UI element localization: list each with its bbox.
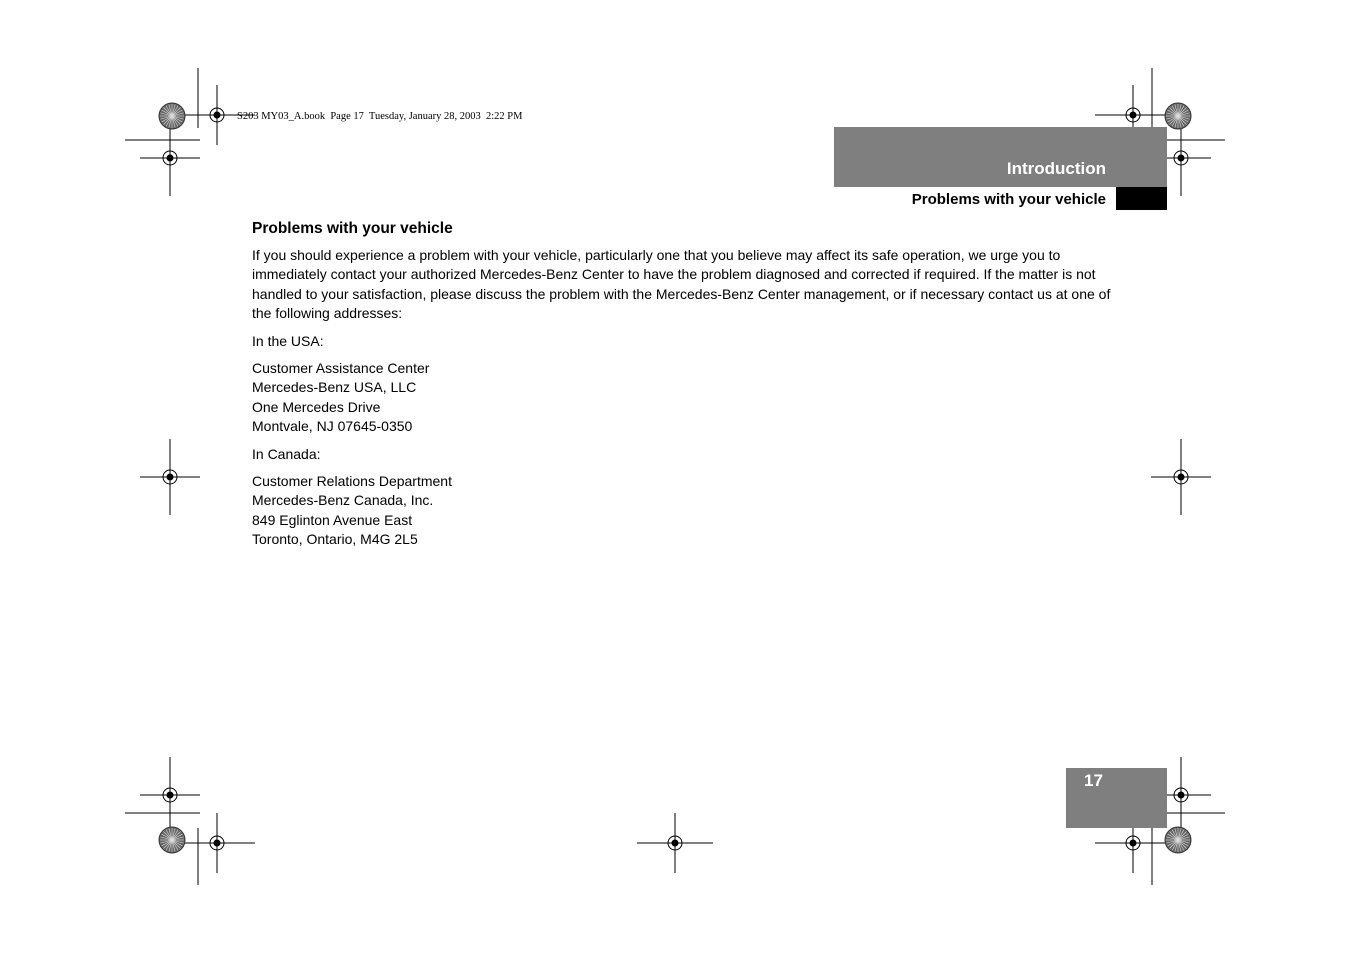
registration-mark <box>167 474 173 480</box>
address-line: 849 Eglinton Avenue East <box>252 511 413 528</box>
section-marker <box>1116 187 1167 210</box>
usa-address <box>252 359 1114 437</box>
chapter-title: Introduction <box>1006 159 1106 178</box>
canada-address <box>252 472 1114 550</box>
page-number: 17 <box>1084 771 1103 790</box>
registration-mark <box>1178 155 1184 161</box>
intro-paragraph: If you should experience a problem with your vehicle, particularly one that you believe may affect its safe operation, we urge you to immediately contact your authorized Mercedes-Benz Center to have the problem diagnosed and corrected if required. If the matter is not handled to your satisfaction, please discuss the problem with the Mercedes-Benz Center management, or if necessary contact us at one of the following addresses: <box>252 247 1111 322</box>
usa-label: In the USA: <box>252 332 324 349</box>
section-header: Problems with your vehicle <box>911 191 1106 208</box>
address-line: Mercedes-Benz USA, LLC <box>252 379 417 396</box>
registration-mark <box>1178 474 1184 480</box>
address-line: Toronto, Ontario, M4G 2L5 <box>252 531 418 548</box>
main-content <box>252 219 1114 558</box>
address-line: Customer Assistance Center <box>252 360 430 377</box>
registration-mark <box>167 155 173 161</box>
registration-mark <box>1178 792 1184 798</box>
address-line: Mercedes-Benz Canada, Inc. <box>252 492 434 509</box>
registration-mark <box>167 792 173 798</box>
registration-mark <box>214 112 220 118</box>
address-line: Customer Relations Department <box>252 473 452 490</box>
registration-mark <box>1130 112 1136 118</box>
address-line: One Mercedes Drive <box>252 398 381 415</box>
chapter-header-band <box>834 127 1167 187</box>
page-number-band <box>1066 768 1167 828</box>
registration-mark <box>672 840 678 846</box>
registration-mark <box>1130 840 1136 846</box>
canada-label: In Canada: <box>252 445 321 462</box>
address-line: Montvale, NJ 07645-0350 <box>252 418 413 435</box>
print-slug: S203 MY03_A.book Page 17 Tuesday, January 28, 2003 2:22 PM <box>237 111 523 122</box>
registration-mark <box>214 840 220 846</box>
section-title: Problems with your vehicle <box>252 220 453 237</box>
